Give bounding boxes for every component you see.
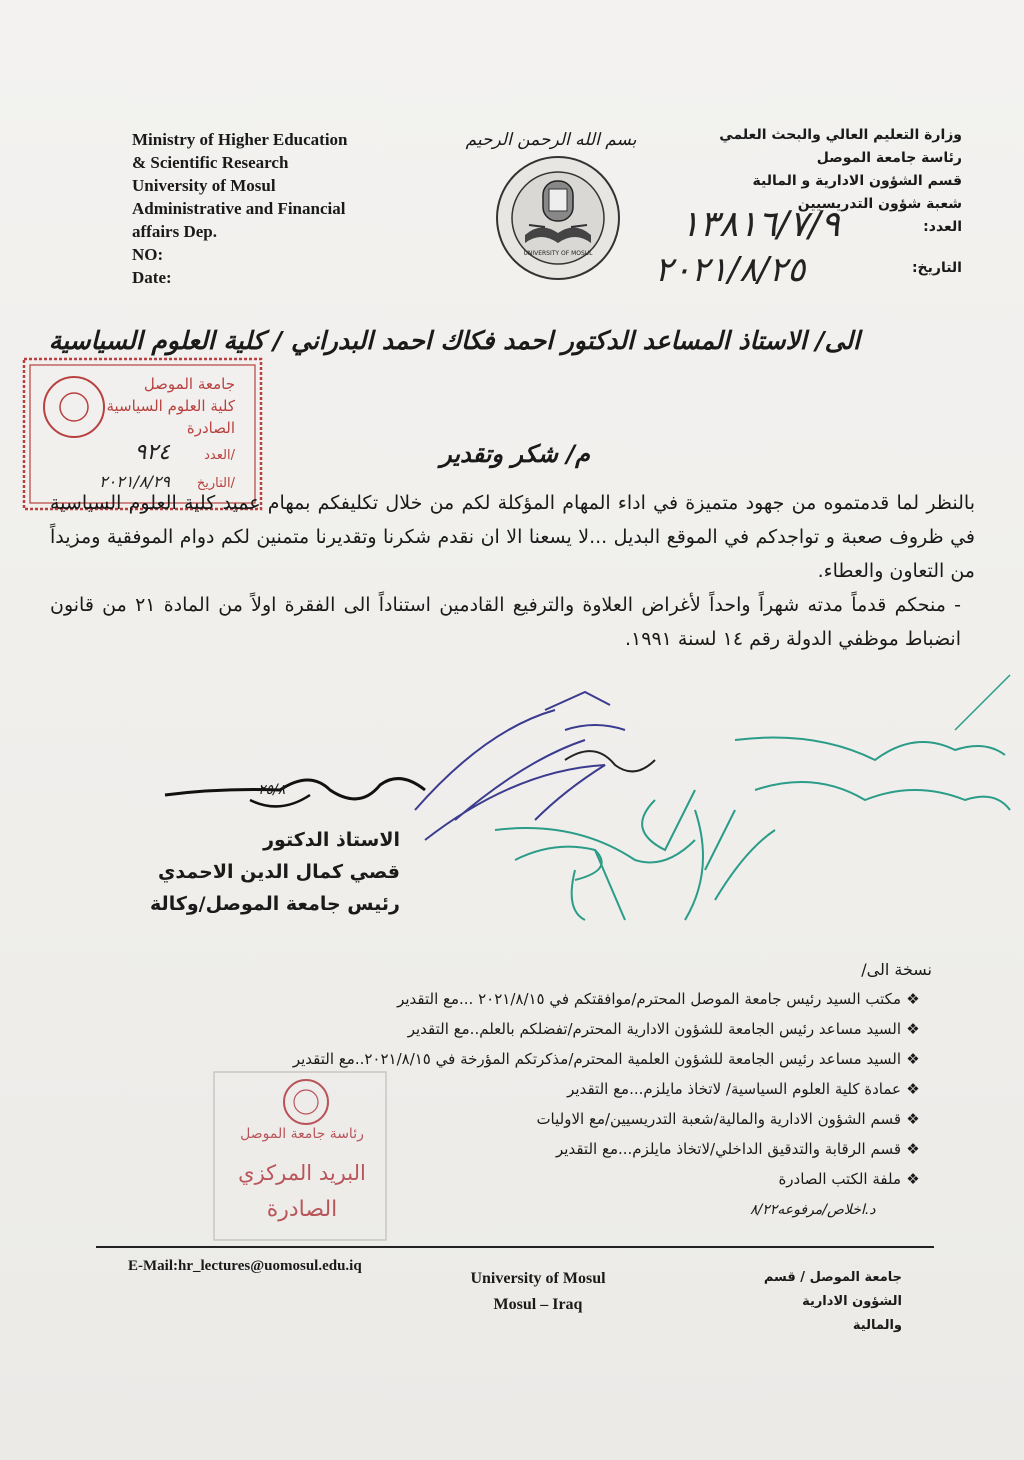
signer-title: الاستاذ الدكتور xyxy=(263,829,400,851)
en-line: Administrative and Financial xyxy=(132,199,346,218)
college-stamp-date: ٢٠٢١/٨/٢٩ xyxy=(99,472,170,491)
college-stamp-line: كلية العلوم السياسية xyxy=(106,397,235,415)
diamond-bullet-icon: ❖ xyxy=(906,1020,920,1038)
diamond-bullet-icon: ❖ xyxy=(906,1050,920,1068)
mail-stamp-arc-text: رئاسة جامعة الموصل xyxy=(240,1126,364,1142)
signer-name: قصي كمال الدين الاحمدي xyxy=(158,861,400,883)
en-line: Ministry of Higher Education xyxy=(132,130,348,149)
college-stamp-date-label: التاريخ/ xyxy=(196,476,235,491)
mail-stamp xyxy=(210,1068,390,1244)
diamond-bullet-icon: ❖ xyxy=(906,990,920,1008)
cc-item: ❖ملفة الكتب الصادرة xyxy=(100,1164,925,1194)
handwritten-annotations xyxy=(395,670,1015,940)
en-line: & Scientific Research xyxy=(132,153,289,172)
footer-right-line: الشؤون الادارية xyxy=(802,1294,902,1309)
footer-right xyxy=(742,1266,902,1338)
english-letterhead xyxy=(132,128,402,289)
addressee: الى/ الاستاذ المساعد الدكتور احمد فكاك احمد البدراني / كلية العلوم السياسية xyxy=(48,326,860,355)
cc-item: ❖السيد مساعد رئيس الجامعة للشؤون العلمية المحترم/مذكرتكم المؤرخة في ٢٠٢١/٨/١٥..مع التقدير xyxy=(100,1044,925,1074)
diamond-bullet-icon: ❖ xyxy=(906,1110,920,1128)
signature-block xyxy=(100,824,400,920)
footer-divider xyxy=(96,1246,934,1248)
mail-stamp-line2: الصادرة xyxy=(266,1197,338,1222)
number-label: العدد: xyxy=(923,219,962,235)
cc-item: ❖مكتب السيد رئيس جامعة الموصل المحترم/موافقتكم في ٢٠٢١/٨/١٥ ...مع التقدير xyxy=(100,984,925,1014)
en-line: affairs Dep. xyxy=(132,222,217,241)
basmala: بسم الله الرحمن الرحيم xyxy=(465,130,637,150)
college-stamp-number: ٩٢٤ xyxy=(134,440,170,465)
footer-center-line: Mosul – Iraq xyxy=(493,1296,583,1313)
body-paragraph: بالنظر لما قدمتموه من جهود متميزة في اداء المهام المؤكلة لكم من خلال تكليفكم بمهام عميد كلية العلوم السياسية في ظروف صعبة و تواجدكم في الموقع البديل ...لا يسعنا الا ان نقدم شكرنا وتقديرنا متمنين لكم دوام الموفقية ومزيداً من التعاون والعطاء. xyxy=(50,492,975,582)
cc-title: نسخة الى/ xyxy=(861,960,932,979)
body-item: - منحكم قدماً مدته شهراً واحداً لأغراض العلاوة والترفيع القادمين استناداً الى الفقرة اولاً من المادة ٢١ من قانون انضباط موظفي الدولة رقم ١٤ لسنة ١٩٩١. xyxy=(50,594,961,650)
college-stamp-line: الصادرة xyxy=(186,419,235,437)
en-line: University of Mosul xyxy=(132,176,276,195)
cc-item: ❖قسم الرقابة والتدقيق الداخلي/لاتخاذ مايلزم...مع التقدير xyxy=(100,1134,925,1164)
ar-line: شعبة شؤون التدريسيين xyxy=(797,196,962,212)
signer-position: رئيس جامعة الموصل/وكالة xyxy=(150,893,400,915)
signature-date: ٢٥/٨ xyxy=(258,782,286,798)
footer-email: E-Mail:hr_lectures@uomosul.edu.iq xyxy=(128,1258,362,1274)
handwritten-number: ١٣٨١٦/٧/٩ xyxy=(680,204,840,245)
footer-center xyxy=(438,1266,638,1318)
handwritten-date: ٢٠٢١/٨/٢٥ xyxy=(654,250,806,290)
ar-line: وزارة التعليم العالي والبحث العلمي xyxy=(719,127,962,143)
date-label: التاريخ: xyxy=(911,260,962,276)
cc-item: ❖قسم الشؤون الادارية والمالية/شعبة التدريسيين/مع الاوليات xyxy=(100,1104,925,1134)
footer-right-line: جامعة الموصل / قسم xyxy=(763,1270,902,1285)
mail-stamp-line1: البريد المركزي xyxy=(238,1161,366,1185)
ar-line: رئاسة جامعة الموصل xyxy=(816,150,962,166)
diamond-bullet-icon: ❖ xyxy=(906,1080,920,1098)
diamond-bullet-icon: ❖ xyxy=(906,1170,920,1188)
ar-line: قسم الشؤون الادارية و المالية xyxy=(752,173,962,189)
signature-scribble xyxy=(160,760,430,830)
letter-body xyxy=(50,486,975,656)
college-stamp-line: جامعة الموصل xyxy=(143,375,235,393)
footer-center-line: University of Mosul xyxy=(470,1270,606,1287)
logo-text: UNIVERSITY OF MOSUL xyxy=(523,250,593,257)
en-line: NO: xyxy=(132,245,164,264)
typist-initials: د.اخلاص/مرفوعه٨/٢٢ xyxy=(750,1202,876,1218)
footer-right-line: والمالية xyxy=(852,1318,902,1333)
cc-item: ❖عمادة كلية العلوم السياسية/ لاتخاذ مايلزم...مع التقدير xyxy=(100,1074,925,1104)
college-stamp-number-label: العدد/ xyxy=(204,448,235,463)
subject: م/ شكر وتقدير xyxy=(440,440,590,468)
diamond-bullet-icon: ❖ xyxy=(906,1140,920,1158)
en-line: Date: xyxy=(132,268,172,287)
cc-item: ❖السيد مساعد رئيس الجامعة للشؤون الادارية المحترم/تفضلكم بالعلم..مع التقدير xyxy=(100,1014,925,1044)
